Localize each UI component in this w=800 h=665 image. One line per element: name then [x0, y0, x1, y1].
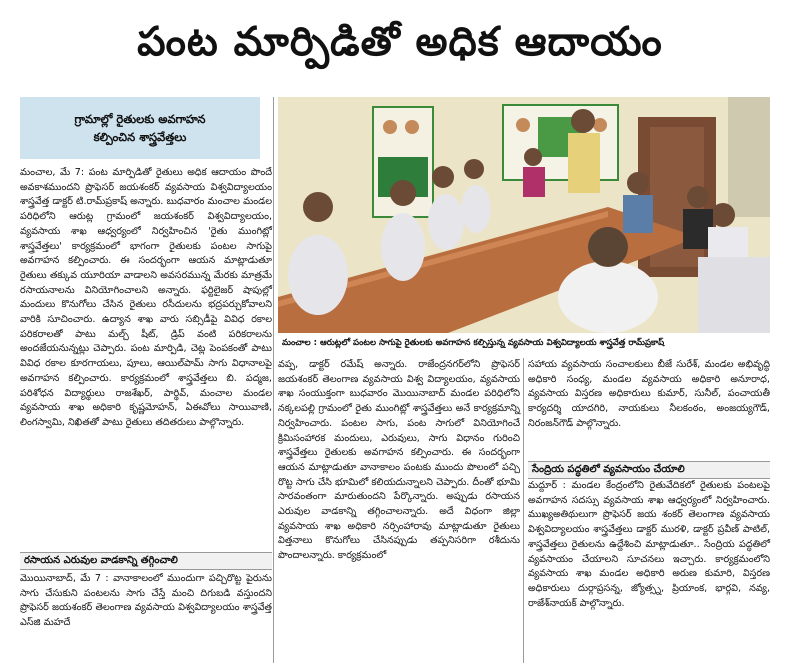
article-column-1 [20, 166, 272, 546]
news-photo [278, 97, 770, 333]
subheading-line-2: కల్పించిన శాస్త్రవేత్తలు [93, 130, 187, 144]
article-paragraph: మద్దూర్ : మండల కేంద్రంలోని రైతువేదికలో రైతులకు పంటలపై అవగాహన సదస్సు వ్యవసాయ శాఖ ఆధ్వర్యంలో నిర్వహించారు. ముఖ్యఅతిథులుగా ప్రొఫెసర్ జయ శంకర్ తెలంగాణ వ్యవసాయ విశ్వవిద్యాలయం శాస్త్రవేత్తలు డాక్టర్ మురళి, డాక్టర్ ప్రవీణ్ పాటిల్, శాస్త్రవేత్తలు రైతులను ఉద్దేశించి మాట్లాడుతూ.. సేంద్రియ పద్ధతిలో వ్యవసాయం చేయాలని సూచనలు ఇచ్చారు. కార్యక్రమంలోని వ్యవసాయ శాఖ మండల అధికారి అరుణ కుమారి, విస్తరణ అధికారులు దుర్గాప్రసన్న, జ్యోత్స్న, ప్రియాంక, భార్గవి, నవ్య, రాజేశ్‌నాయక్ పాల్గొన్నారు. [528, 480, 770, 609]
section-title-chemical-fertilizer: రసాయన ఎరువుల వాడకాన్ని తగ్గించాలి [20, 552, 272, 570]
photo-caption: మంచాల : ఆరుట్లలో పంటల సాగుపై రైతులకు అవగాహన కల్పిస్తున్న వ్యవసాయ విశ్వవిద్యాలయ శాస్త్రవేత్త రామ్‌ప్రకాష్ [282, 338, 665, 348]
article-column-3b [528, 479, 770, 665]
article-paragraph: సహాయ వ్యవసాయ సంచాలకులు బీజే సురేశ్, మండల అభివృద్ధి అధికారి సంధ్య, మండల వ్యవసాయ అధికారి అనూరాధ, వ్యవసాయ విస్తరణ అధికారులు కుమార్, సునీల్, పంచాయతీ కార్యదర్శి యాదగిరి, నాయకులు నీలకంఠం, అంజయ్యగౌడ్, నిరంజన్‌గౌడ్ పాల్గొన్నారు. [528, 359, 770, 429]
article-column-1b [20, 572, 272, 662]
article-paragraph: వప్ప, డాక్టర్ రమేష్ అన్నారు. రాజేంద్రనగర్‌లోని ప్రొఫెసర్ జయశంకర్ తెలంగాణ వ్యవసాయ విశ్వ విద్యాలయం, వ్యవసాయ శాఖ సంయుక్తంగా బుధవారం మొయినాబాద్ మండల పరిధిలోని నక్కలపల్లి గ్రామంలో రైతు ముంగిట్లో శాస్త్రవేత్తలు అనే కార్యక్రమాన్ని నిర్వహించారు. పంటల సాగు, పంట సాగులో వినియోగించే క్రిమిసంహారక మందులు, ఎరువులు, సాగు విధానం గురించి శాస్త్రవేత్తలు రైతులకు అవగాహన కల్పించారు. ఈ సందర్భంగా ఆయన మాట్లాడుతూ వానాకాలం పంటకు ముందు పొలంలో పచ్చి రొట్ట సాగు చేసి భూమిలో కలియదున్నాలని చెప్పారు. దీంతో భూమి సారవంతంగా మారుతుందని పేర్కొన్నారు. అప్పుడు రసాయన ఎరువుల వాడకాన్ని తగ్గించాలన్నారు. అదే విధంగా జిల్లా వ్యవసాయ శాఖ అధికారి నర్సింహారావు మాట్లాడుతూ రైతులు విత్తనాలు కొనుగోలు చేసినప్పుడు తప్పనిసరిగా రశీదును పొందాలన్నారు. కార్యక్రమంలో [278, 359, 520, 562]
article-column-2 [278, 358, 520, 663]
column-rule-1 [273, 97, 274, 663]
section-title-organic-farming: సేంద్రియ పద్ధతిలో వ్యవసాయం చేయాలి [528, 461, 770, 479]
subheading-box [20, 97, 260, 159]
subheading-line-1: గ్రామాల్లో రైతులకు అవగాహన [74, 111, 206, 126]
article-paragraph: మొయినాబాద్, మే 7 : వానాకాలంలో ముందుగా పచ్చిరొట్ట పైరును సాగు చేసుకుని పంటలను సాగు చేస్తే మంచి దిగుబడి వస్తుందని ప్రొఫెసర్ జయశంకర్ తెలంగాణ వ్యవసాయ విశ్వవిద్యాలయం శాస్త్రవేత్త ఎస్‌జి మహదే [20, 573, 272, 629]
article-paragraph: మంచాల, మే 7: పంట మార్పిడితో రైతులు అధిక ఆదాయం పొందే అవకాశముందని ప్రొఫెసర్ జయశంకర్ వ్యవసాయ విశ్వవిద్యాలయం శాస్త్రవేత్త డాక్టర్ టి.రామ్‌ప్రకాష్ అన్నారు. బుధవారం మంచాల మండల పరిధిలోని ఆరుట్ల గ్రామంలో జయశంకర్ విశ్వవిద్యాలయం, వ్యవసాయ శాఖ ఆధ్వర్యంలో నిర్వహించిన 'రైతు ముంగిట్లో శాస్త్రవేత్తలు' కార్యక్రమంలో భాగంగా రైతులకు పంటల సాగుపై అవగాహన కల్పించారు. ఈ సందర్భంగా ఆయన మాట్లాడుతూ రైతులు తక్కువ యూరియా వాడాలని అవసరమున్న మేరకు మాత్రమే రసాయనాలను వినియోగించాలని అన్నారు. ఫర్టిలైజర్ షాపుల్లో మందులు కొనుగోలు చేసిన రైతులు రసీదులను భద్రపర్చుకోవాలని వారికి సూచించారు. ఉద్యాన శాఖ వారు సబ్సిడీపై వివిధ రకాల పరికరాలతో పాటు మల్చ్ షీట్, డ్రిప్ వంటి పరికరాలను అందజేయనున్నట్లు చెప్పారు. పంట మార్పిడి, చెట్ల పెంపకంతో పాటు వివిధ రకాల కూరగాయలు, పూలు, ఆయిల్‌పామ్ సాగు విధానాలపై అవగాహన కల్పించారు. కార్యక్రమంలో శాస్త్రవేత్తలు బి. పద్మజ, పరిశోధన విద్యార్థులు రాజశేఖర్, పార్థివ్, మంచాల మండల వ్యవసాయ శాఖ అధికారి కృష్ణమోహన్, ఏఈవోలు సాయివాణి, లింగస్వామి, నిఖితతో పాటు రైతులు తదితరులు పాల్గొన్నారు. [20, 167, 272, 428]
page-headline: పంట మార్పిడితో అధిక ఆదాయం [137, 17, 663, 65]
meeting-photo-illustration [278, 97, 770, 333]
article-column-3 [528, 358, 770, 458]
column-rule-2 [523, 358, 524, 663]
